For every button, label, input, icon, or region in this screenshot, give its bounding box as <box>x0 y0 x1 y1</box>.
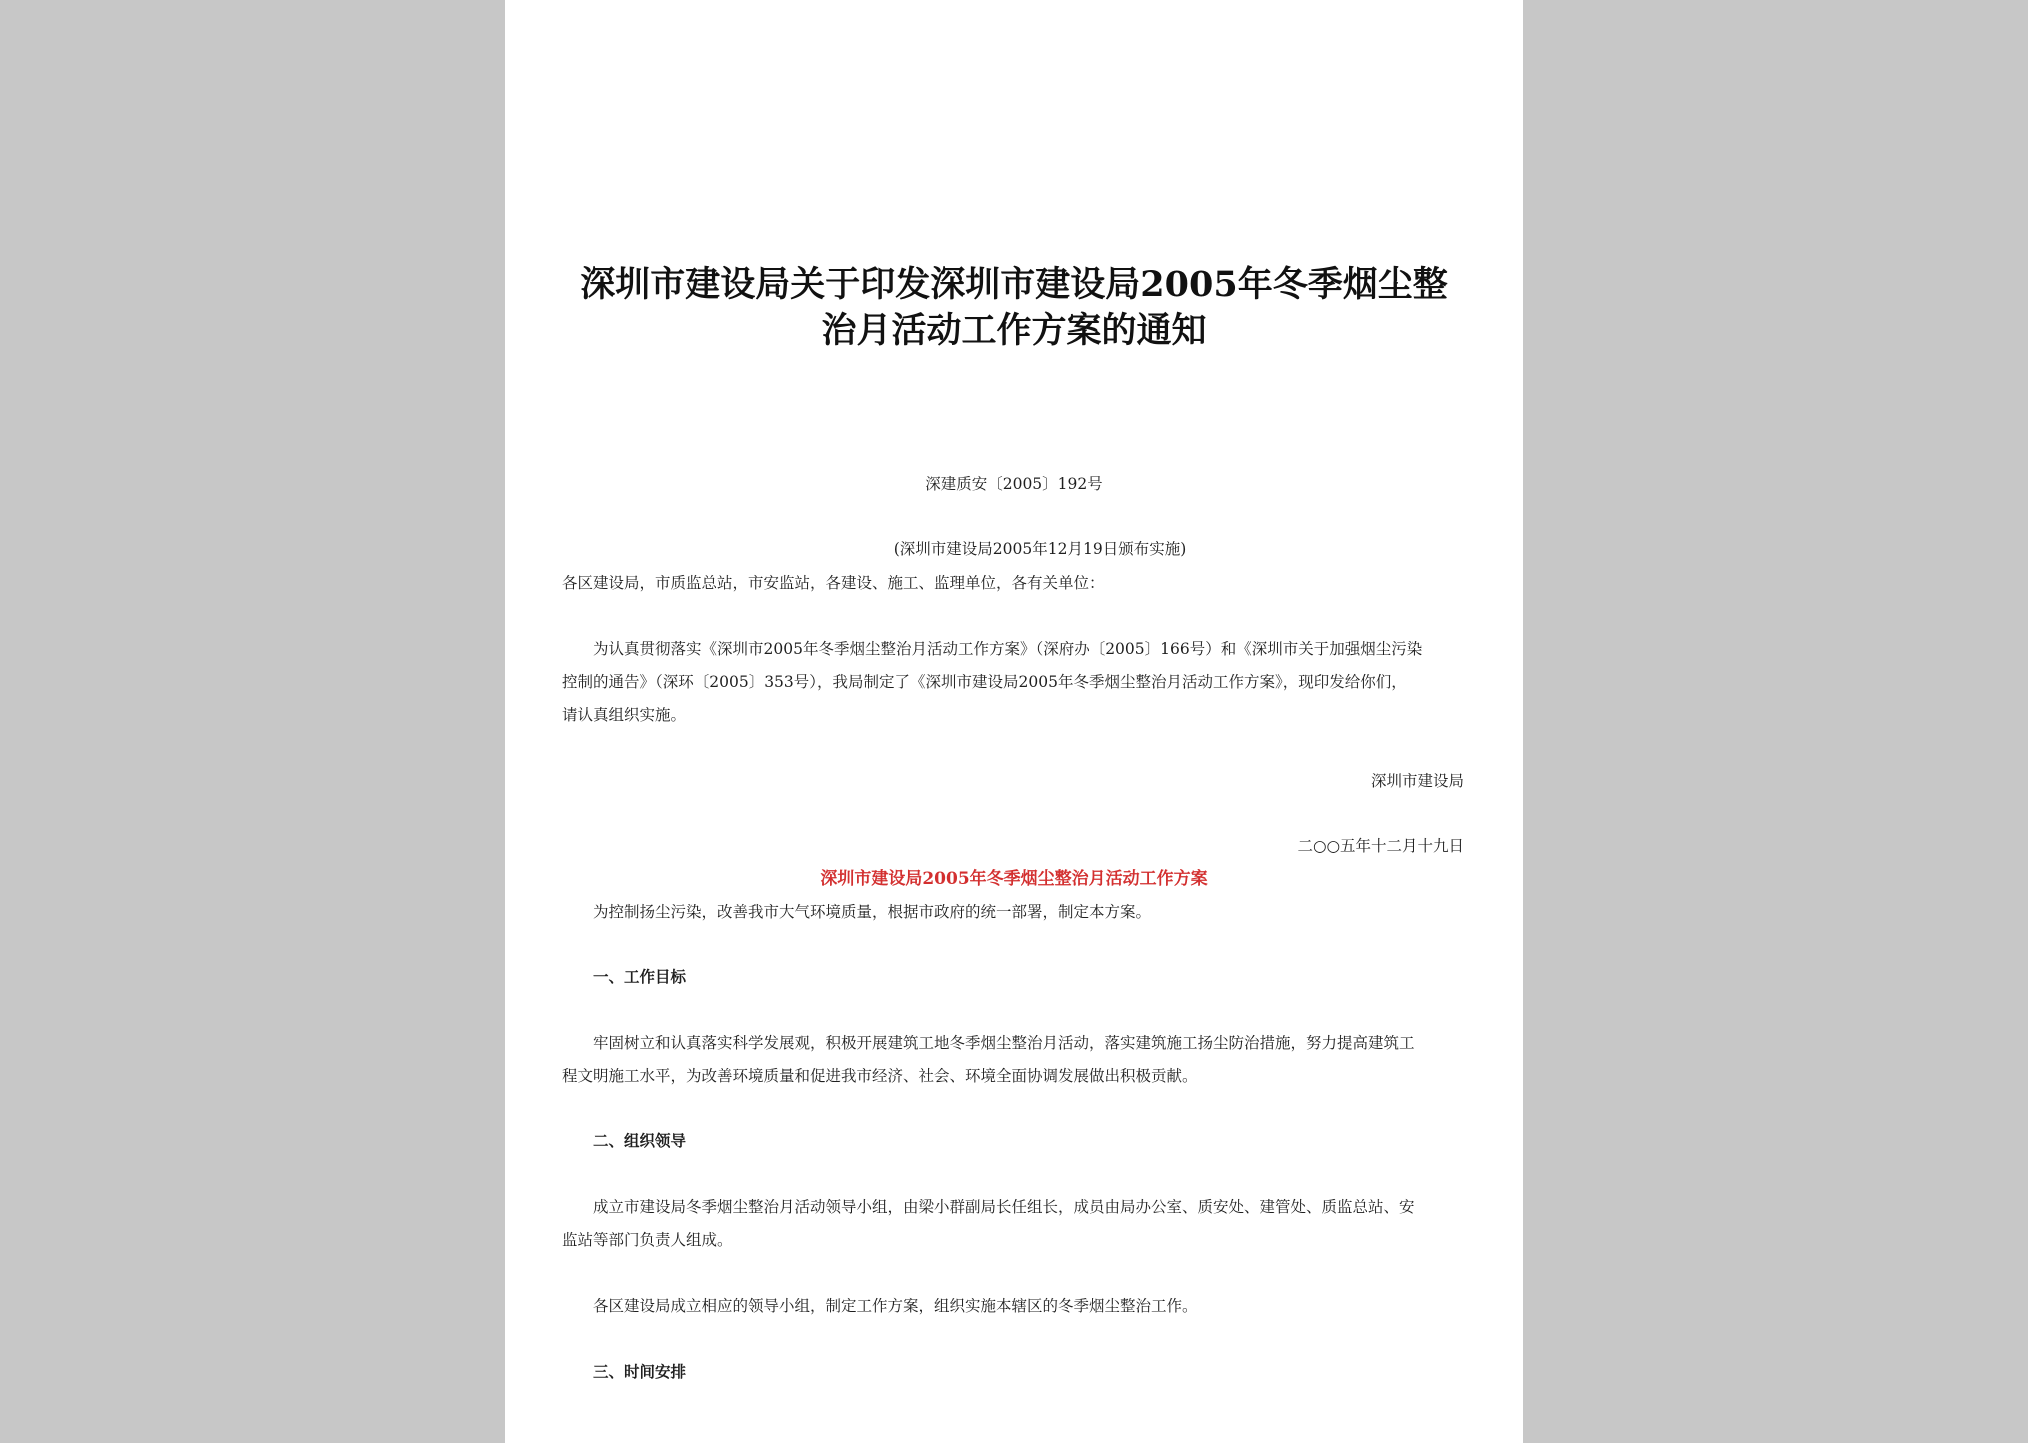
intro-paragraph-line-1: 为认真贯彻落实《深圳市2005年冬季烟尘整治月活动工作方案》（深府办〔2005〕166号）和《深圳市关于加强烟尘污染 <box>593 640 1423 658</box>
document-date: 二○○五年十二月十九日 <box>1297 837 1464 855</box>
document-page <box>505 0 1523 1443</box>
section-3-heading: 三、时间安排 <box>593 1362 687 1381</box>
section-2-paragraph-1-line-1: 成立市建设局冬季烟尘整治月活动领导小组，由梁小群副局长任组长，成员由局办公室、质安处、建管处、质监总站、安 <box>593 1198 1415 1216</box>
section-2-paragraph-1-line-2: 监站等部门负责人组成。 <box>562 1231 733 1249</box>
plan-intro: 为控制扬尘污染，改善我市大气环境质量，根据市政府的统一部署，制定本方案。 <box>593 903 1152 921</box>
title-line-1: 深圳市建设局关于印发深圳市建设局2005年冬季烟尘整 <box>580 264 1448 305</box>
section-2-heading: 二、组织领导 <box>593 1131 687 1150</box>
section-1-line-1: 牢固树立和认真落实科学发展观，积极开展建筑工地冬季烟尘整治月活动，落实建筑施工扬尘防治措施，努力提高建筑工 <box>593 1034 1415 1052</box>
section-1-line-2: 程文明施工水平，为改善环境质量和促进我市经济、社会、环境全面协调发展做出积极贡献。 <box>562 1067 1198 1085</box>
signature: 深圳市建设局 <box>1370 772 1464 790</box>
intro-paragraph-line-3: 请认真组织实施。 <box>562 706 687 724</box>
title-line-2: 治月活动工作方案的通知 <box>821 310 1207 351</box>
section-2-paragraph-2: 各区建设局成立相应的领导小组，制定工作方案，组织实施本辖区的冬季烟尘整治工作。 <box>593 1297 1198 1315</box>
document-title <box>545 262 1483 354</box>
section-1-heading: 一、工作目标 <box>593 967 687 986</box>
addressee: 各区建设局，市质监总站，市安监站，各建设、施工、监理单位，各有关单位： <box>562 574 1105 592</box>
intro-paragraph-line-2: 控制的通告》（深环〔2005〕353号），我局制定了《深圳市建设局2005年冬季烟尘整治月活动工作方案》，现印发给你们， <box>562 673 1407 691</box>
document-number: 深建质安〔2005〕192号 <box>925 475 1103 493</box>
plan-title: 深圳市建设局2005年冬季烟尘整治月活动工作方案 <box>820 869 1208 889</box>
issue-note: (深圳市建设局2005年12月19日颁布实施) <box>893 540 1187 558</box>
